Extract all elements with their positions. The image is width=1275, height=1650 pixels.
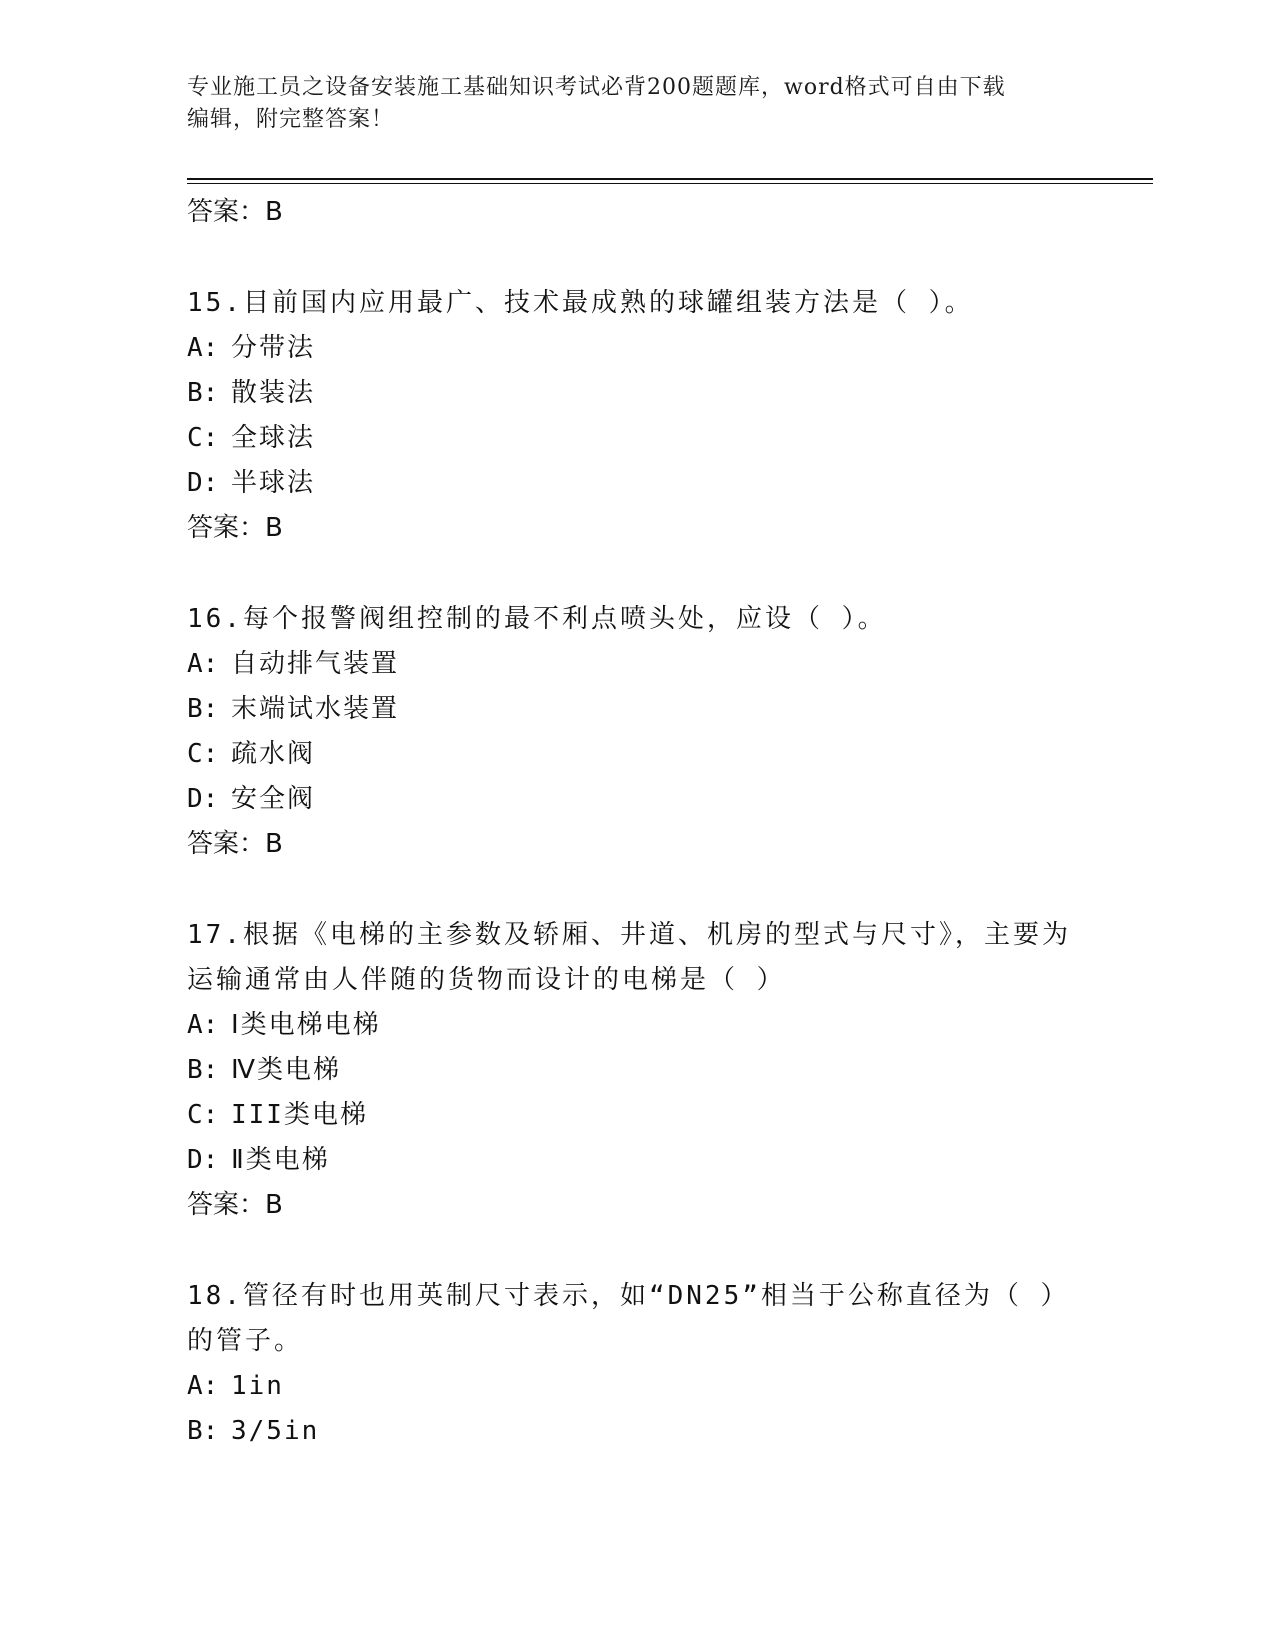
option-b xyxy=(187,687,1127,732)
question-text: 18.管径有时也用英制尺寸表示，如“DN25”相当于公称直径为（ ） xyxy=(187,1281,1070,1311)
option-text: 自动排气装置 xyxy=(231,649,400,679)
question-text: 16.每个报警阀组控制的最不利点喷头处，应设（ ）。 xyxy=(187,604,887,634)
answer-line: 答案：B xyxy=(187,513,283,543)
option-key: D: xyxy=(187,784,219,814)
answer-line: 答案：B xyxy=(187,197,283,227)
header-divider-thick xyxy=(187,178,1153,180)
question-text: 17.根据《电梯的主参数及轿厢、井道、机房的型式与尺寸》，主要为 xyxy=(187,920,1071,950)
question-17 xyxy=(187,913,1127,1228)
header-title-line-1: 专业施工员之设备安装施工基础知识考试必背200题题库，word格式可自由下载 xyxy=(187,75,1006,100)
question-text: 15.目前国内应用最广、技术最成熟的球罐组装方法是（ ）。 xyxy=(187,288,974,318)
answer-line: 答案：B xyxy=(187,829,283,859)
option-b xyxy=(187,1048,1127,1093)
option-text: 1in xyxy=(231,1371,284,1401)
option-text: 末端试水装置 xyxy=(231,694,400,724)
header-divider-thin xyxy=(187,183,1153,184)
option-key: D: xyxy=(187,468,219,498)
option-key: C: xyxy=(187,1100,219,1130)
option-text: 散装法 xyxy=(231,378,316,408)
option-b xyxy=(187,371,1127,416)
option-a xyxy=(187,1003,1127,1048)
option-c xyxy=(187,416,1127,461)
option-text: Ⅱ类电梯 xyxy=(231,1145,330,1175)
option-key: C: xyxy=(187,739,219,769)
option-text: 安全阀 xyxy=(231,784,316,814)
option-c xyxy=(187,1093,1127,1138)
option-c xyxy=(187,732,1127,777)
option-a xyxy=(187,326,1127,371)
question-text-continued: 运输通常由人伴随的货物而设计的电梯是（ ） xyxy=(187,965,786,995)
option-a xyxy=(187,1364,1127,1409)
answer-line: 答案：B xyxy=(187,1190,283,1220)
option-d xyxy=(187,777,1127,822)
option-text: Ⅰ类电梯电梯 xyxy=(231,1010,381,1040)
option-b xyxy=(187,1409,1127,1454)
option-text: Ⅳ类电梯 xyxy=(231,1055,341,1085)
option-key: A: xyxy=(187,649,219,679)
option-key: B: xyxy=(187,1416,219,1446)
option-text: 3/5in xyxy=(231,1416,320,1446)
option-key: A: xyxy=(187,333,219,363)
question-16 xyxy=(187,597,1127,867)
option-key: B: xyxy=(187,694,219,724)
question-text-continued: 的管子。 xyxy=(187,1326,304,1356)
option-text: 全球法 xyxy=(231,423,316,453)
option-text: III类电梯 xyxy=(231,1100,368,1130)
option-key: D: xyxy=(187,1145,219,1175)
option-key: B: xyxy=(187,1055,219,1085)
option-key: A: xyxy=(187,1010,219,1040)
option-text: 分带法 xyxy=(231,333,316,363)
question-15 xyxy=(187,281,1127,551)
question-list xyxy=(187,190,1127,1454)
option-d xyxy=(187,461,1127,506)
option-text: 疏水阀 xyxy=(231,739,316,769)
option-key: A: xyxy=(187,1371,219,1401)
option-text: 半球法 xyxy=(231,468,316,498)
option-key: C: xyxy=(187,423,219,453)
option-key: B: xyxy=(187,378,219,408)
page-header xyxy=(187,72,1087,136)
question-18 xyxy=(187,1274,1127,1454)
option-a xyxy=(187,642,1127,687)
option-d xyxy=(187,1138,1127,1183)
header-title-line-2: 编辑，附完整答案！ xyxy=(187,107,395,132)
